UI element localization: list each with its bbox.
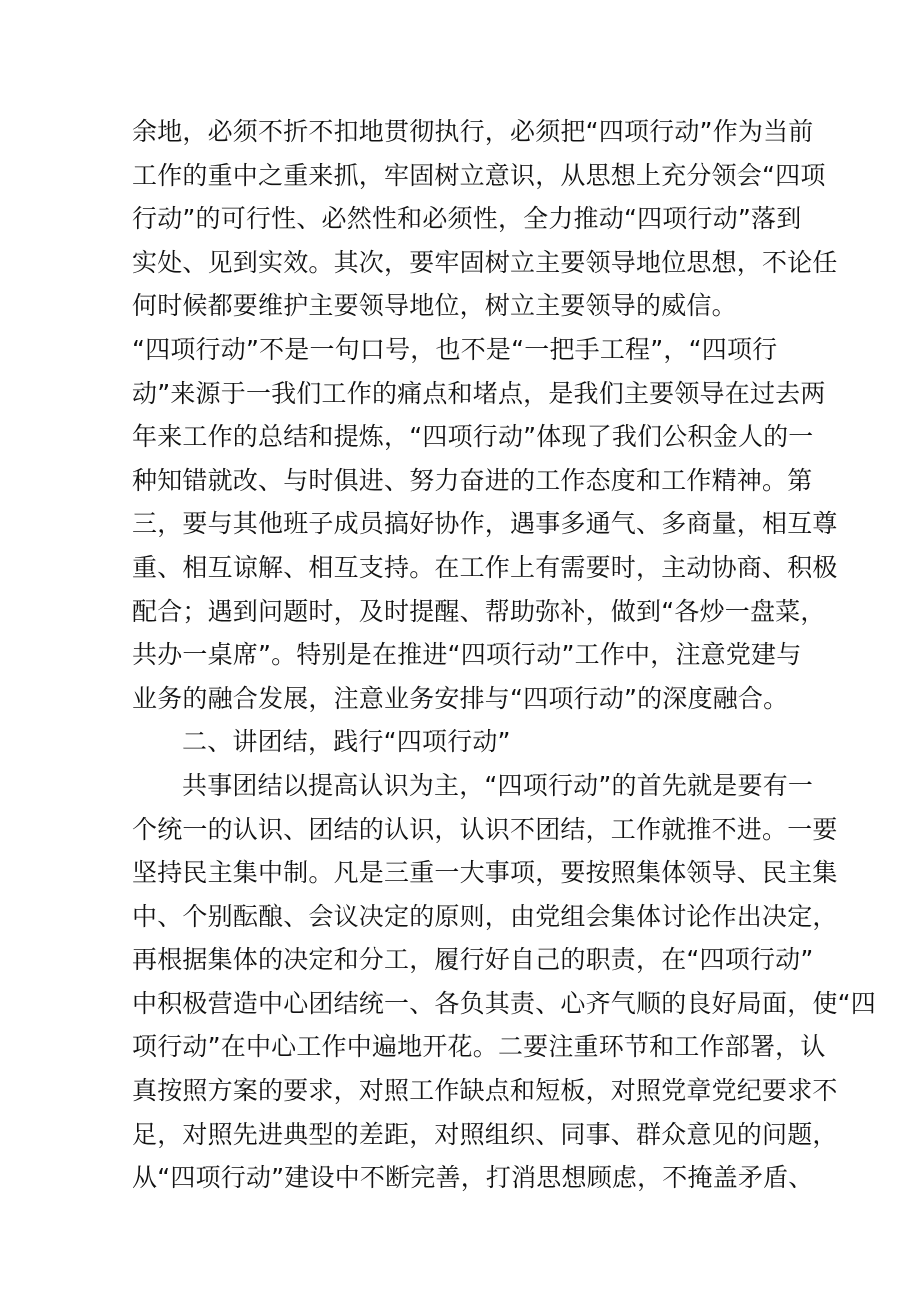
text-line: 种知错就改、与时俱进、努力奋进的工作态度和工作精神。第: [132, 465, 813, 495]
text-line: 中、个别酝酿、会议决定的原则，由党组会集体讨论作出决定，: [132, 901, 838, 931]
text-line: 动”来源于一我们工作的痛点和堵点，是我们主要领导在过去两: [132, 378, 826, 408]
text-line: 年来工作的总结和提炼，“四项行动”体现了我们公积金人的一: [132, 422, 814, 452]
text-line: 再根据集体的决定和分工，履行好自己的职责，在“四项行动”: [132, 945, 814, 975]
text-line: 中积极营造中心团结统一、各负其责、心齐气顺的良好局面，使“四: [132, 988, 876, 1018]
text-line: 真按照方案的要求，对照工作缺点和短板，对照党章党纪要求不: [132, 1076, 838, 1106]
text-line: 个统一的认识、团结的认识，认识不团结，工作就推不进。一要: [132, 814, 838, 844]
text-line: 何时候都要维护主要领导地位，树立主要领导的威信。: [132, 291, 737, 321]
body-text: [132, 110, 876, 1200]
section-heading: 二、讲团结，践行“四项行动”: [182, 727, 511, 757]
text-line: 项行动”在中心工作中遍地开花。二要注重环节和工作部署，认: [132, 1032, 826, 1062]
text-line: 余地，必须不折不扣地贯彻执行，必须把“四项行动”作为当前: [132, 117, 814, 146]
text-line: 行动”的可行性、必然性和必须性，全力推动“四项行动”落到: [132, 204, 802, 234]
text-line: “四项行动”不是一句口号，也不是“一把手工程”，“四项行: [132, 334, 778, 364]
text-line: 业务的融合发展，注意业务安排与“四项行动”的深度融合。: [132, 683, 789, 713]
text-line: 配合；遇到问题时，及时提醒、帮助弥补，做到“各炒一盘菜，: [132, 596, 826, 626]
text-line: 足，对照先进典型的差距，对照组织、同事、群众意见的问题，: [132, 1119, 838, 1149]
text-line: 重、相互谅解、相互支持。在工作上有需要时，主动协商、积极: [132, 552, 838, 582]
text-line: 坚持民主集中制。凡是三重一大事项，要按照集体领导、民主集: [132, 858, 838, 888]
text-line: 三，要与其他班子成员搞好协作，遇事多通气、多商量，相互尊: [132, 509, 838, 539]
text-line: 共办一桌席”。特别是在推进“四项行动”工作中，注意党建与: [132, 640, 802, 670]
text-line: 工作的重中之重来抓，牢固树立意识，从思想上充分领会“四项: [132, 160, 826, 190]
text-line: 共事团结以提高认识为主，“四项行动”的首先就是要有一: [182, 770, 814, 800]
text-line: 实处、见到实效。其次，要牢固树立主要领导地位思想，不论任: [132, 247, 838, 277]
text-line: 从“四项行动”建设中不断完善，打消思想顾虑，不掩盖矛盾、: [132, 1163, 814, 1193]
